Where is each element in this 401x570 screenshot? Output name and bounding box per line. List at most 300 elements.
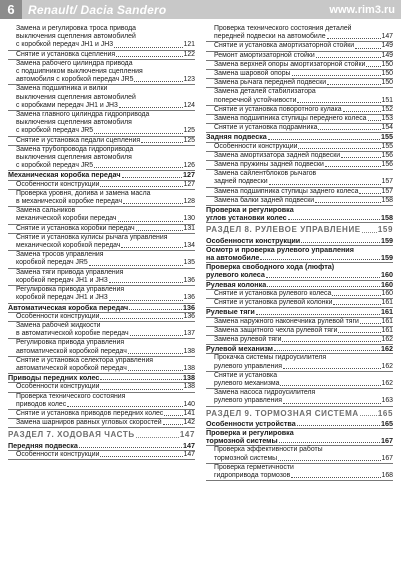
toc-entry-line [8,234,195,242]
toc-entry-text: Замена амортизатора задней подвески [214,151,341,159]
toc-section-heading [206,410,393,418]
toc-entry-text: с подшипником выключения сцепления [16,68,143,76]
toc-entry[interactable] [8,215,195,224]
toc-entry[interactable] [8,181,195,190]
toc-entry-text: Особенности конструкции [214,142,298,150]
page-ref: 162 [381,335,393,343]
toc-entry-text: Снятие и установка кулисы рычага управления [16,233,168,241]
page-ref: 156 [381,151,393,159]
page-ref: 167 [381,454,393,462]
page-ref: 140 [183,400,195,408]
page-ref: 162 [381,379,393,387]
page-ref: 141 [183,409,195,417]
page-ref: 158 [381,196,393,204]
dot-leader [316,57,381,58]
toc-chapter-entry[interactable] [8,442,195,451]
page-ref: 159 [381,253,393,263]
toc-entry-text: коробкой передач JH1 и JH3 [16,294,108,302]
toc-entry-text: Снятие и установка педали сцепления [16,136,141,144]
toc-entry-text: Передняя подвеска [8,440,78,450]
toc-entry[interactable] [8,383,195,392]
toc-entry-text: автомобиля с коробкой передач JR5 [16,76,134,84]
dot-leader [100,379,182,380]
dot-leader [163,424,183,425]
dot-leader [274,350,380,351]
toc-entry-text: Особенности конструкции [16,450,100,458]
page-ref: 155 [381,132,393,142]
toc-entry-text: в автоматической коробке передач [16,330,129,338]
toc-entry-text: выключения сцепления автомобилей [16,93,136,101]
toc-entry-text: Проверка и регулировка [206,205,294,215]
toc-entry-text: Замена подшипника ступицы заднего колеса [214,187,359,195]
toc-entry-line [8,322,195,330]
dot-leader [123,203,182,204]
toc-entry-text: Снятие и установка [214,371,278,379]
toc-entry-text: Замена подшипника и вилки [16,85,108,93]
toc-entry-text: Снятие и установка коробки передач [16,224,135,232]
toc-entry[interactable] [206,327,393,336]
toc-entry-text: Замена тяги привода управления [16,268,124,276]
toc-entry[interactable] [206,318,393,327]
toc-entry-text: Осмотр и проверка рулевого управления [206,244,354,254]
page-ref: 165 [381,418,393,428]
toc-entry-text: выключения сцепления автомобиля [16,119,132,127]
toc-entry-text: Снятие и установка подрамника [214,124,318,132]
toc-entry[interactable] [206,363,393,372]
page-ref: 136 [183,312,195,320]
toc-entry[interactable] [206,290,393,299]
toc-entry[interactable] [8,348,195,357]
toc-entry-text: автоматической коробкой передач [16,364,127,372]
dot-leader [338,332,380,333]
toc-entry[interactable] [8,198,195,207]
dot-leader [298,148,380,149]
toc-entry-line [8,85,195,93]
toc-chapter-entry[interactable] [206,281,393,290]
page-ref: 160 [381,279,393,289]
toc-entry-text: Прокачка системы гидроусилителя [214,354,327,362]
toc-entry-text: выключения сцепления автомобилей [16,33,136,41]
dot-leader [333,304,380,305]
dot-leader [297,425,380,426]
page-ref: 147 [381,33,393,41]
section-title: РАЗДЕЛ 7. ХОДОВАЯ ЧАСТЬ [8,430,135,440]
dot-leader [100,186,182,187]
dot-leader [318,129,380,130]
dot-leader [297,102,380,103]
toc-entry[interactable] [8,102,195,111]
dot-leader [116,56,182,57]
toc-entry-text: Ремонт амортизаторной стойки [214,51,315,59]
toc-entry[interactable] [8,41,195,50]
toc-entry-line [206,25,393,33]
page-ref: 158 [381,213,393,223]
dot-leader [79,447,182,448]
toc-entry-text: передней подвески на автомобиле [214,33,326,41]
toc-entry[interactable] [206,161,393,170]
toc-entry-text: Замена сайлентблоков рычагов [214,170,317,178]
dot-leader [315,202,380,203]
toc-chapter-entry[interactable] [8,304,195,313]
dot-leader [288,219,380,220]
toc-entry-text: Замена деталей стабилизатора [214,88,316,96]
dot-leader [100,389,182,390]
toc-entry-text: автоматической коробкой передач [16,347,127,355]
toc-entry-text: Снятие и установка амортизаторной стойки [214,42,355,50]
page-ref: 131 [183,224,195,232]
page-ref: 138 [183,373,195,383]
toc-entry[interactable] [206,106,393,115]
dot-leader [128,370,183,371]
toc-chapter-entry[interactable] [206,437,393,446]
dot-leader [278,460,380,461]
dot-leader [100,318,182,319]
page-ref: 136 [183,276,195,284]
toc-entry-text: Замена сальников [16,207,76,215]
dot-leader [366,66,380,67]
toc-entry-text: Особенности устройства [206,418,296,428]
toc-entry-line [206,389,393,397]
page-ref: 161 [381,326,393,334]
toc-entry-text: Замена подшипника ступицы переднего колеса [214,115,367,123]
page-ref: 150 [381,60,393,68]
dot-leader [136,437,179,438]
toc-entry-text: Снятие и установка приводов передних колес [16,409,164,417]
toc-entry[interactable] [8,242,195,251]
toc-entry-text: Снятие и установка сцепления [16,50,116,58]
toc-entry-line [8,339,195,347]
dot-leader [164,415,182,416]
page-ref: 136 [183,294,195,302]
page-ref: 154 [381,124,393,132]
toc-entry-text: Снятие и установка селектора управления [16,356,154,364]
toc-entry-text: Проверка эффективности работы [214,446,323,454]
header-brand: Renault/ Dacia Sandero [28,2,167,17]
toc-entry-text: выключения сцепления автомобиля [16,154,132,162]
page-ref: 160 [381,289,393,297]
toc-entry-text: Проверка герметичности [214,463,294,471]
toc-entry-text: в механической коробке передач [16,198,123,206]
toc-entry[interactable] [8,137,195,146]
dot-leader [256,314,380,315]
page-ref: 161 [381,307,393,317]
toc-entry-text: Замена тросов управления [16,251,104,259]
page-ref: 165 [377,408,393,418]
toc-column-left [8,25,195,460]
page-ref: 159 [377,225,393,235]
toc-entry[interactable] [206,61,393,70]
dot-leader [325,166,381,167]
toc-entry[interactable] [8,76,195,85]
toc-entry-text: Автоматическая коробка передач [8,302,129,312]
toc-entry-text: Механическая коробка передач [8,170,121,180]
dot-leader [109,300,183,301]
toc-entry-text: механической коробки передач [16,215,117,223]
dot-leader [260,259,380,260]
toc-entry-text: Задняя подвеска [206,132,267,142]
toc-entry-text: с коробками передач JH1 и JH3 [16,101,118,109]
toc-entry-text: Проверка уровня, долива и замена масла [16,189,151,197]
page-ref: 147 [183,440,195,450]
toc-entry[interactable] [206,178,393,187]
toc-entry-text: с коробкой передач JH1 и JH3 [16,41,114,49]
toc-entry[interactable] [206,472,393,481]
toc-entry[interactable] [8,410,195,419]
dot-leader [94,167,182,168]
page-ref: 161 [381,317,393,325]
toc-entry-line [8,269,195,277]
page-ref: 162 [381,344,393,354]
toc-chapter-entry[interactable] [206,308,393,317]
toc-entry[interactable] [8,451,195,460]
toc-entry-text: Замена шаровой опоры [214,70,291,78]
page-header [0,0,401,19]
toc-entry-text: Проверка свободного хода (люфта) [206,262,335,272]
toc-entry-text: механической коробкой передач [16,242,121,250]
page-ref: 124 [183,101,195,109]
dot-leader [292,75,381,76]
toc-entry-text: поперечной устойчивости [214,96,297,104]
toc-entry-text: Замена наружного наконечника рулевой тяги [214,317,359,325]
dot-leader [360,415,377,416]
toc-entry-text: Проверка технического состояния [16,392,126,400]
toc-entry-text: Замена рабочего цилиндра привода [16,59,133,67]
toc-entry[interactable] [8,401,195,410]
toc-entry-text: на автомобиле [206,253,260,263]
dot-leader [269,184,381,185]
toc-entry-line [206,446,393,454]
dot-leader [360,323,381,324]
page-ref: 163 [381,397,393,405]
toc-entry-text: углов установки колес [206,213,287,223]
dot-leader [128,353,183,354]
dot-leader [327,38,381,39]
toc-entry-line [8,60,195,68]
toc-chapter-entry[interactable] [8,374,195,383]
dot-leader [118,221,183,222]
dot-leader [121,247,182,248]
page-ref: 125 [183,127,195,135]
toc-entry[interactable] [8,127,195,136]
toc-entry-text: Регулировка привода управления [16,339,125,347]
dot-leader [100,456,182,457]
toc-entry-line [206,88,393,96]
page-ref: 130 [183,215,195,223]
toc-entry-line [8,146,195,154]
page-ref: 149 [381,51,393,59]
dot-leader [141,142,182,143]
toc-entry-text: рулевого колеса [206,270,265,280]
toc-entry-text: тормозной системы [206,436,278,446]
page-ref: 127 [183,170,195,180]
dot-leader [136,230,183,231]
toc-entry-text: Особенности конструкции [206,235,301,245]
page-ref: 152 [381,105,393,113]
toc-entry[interactable] [206,97,393,106]
toc-entry-text: Замена верхней опоры амортизаторной стойки [214,60,366,68]
toc-entry[interactable] [206,455,393,464]
page-ref: 147 [179,430,195,440]
dot-leader [67,406,182,407]
dot-leader [283,368,380,369]
toc-entry-text: гидропривода тормозов [214,471,291,479]
toc-section-heading [8,431,195,439]
toc-entry-text: Регулировка привода управления [16,286,125,294]
toc-entry-text: Замена рулевой тяги [214,335,282,343]
toc-entry-text: Проверка и регулировка [206,427,294,437]
page-ref: 137 [183,330,195,338]
toc-entry[interactable] [206,188,393,197]
toc-entry[interactable] [206,152,393,161]
dot-leader [280,385,380,386]
dot-leader [89,265,183,266]
dot-leader [130,335,183,336]
toc-entry[interactable] [206,70,393,79]
dot-leader [114,47,182,48]
page-ref: 127 [183,180,195,188]
dot-leader [94,133,182,134]
page-ref: 150 [381,79,393,87]
toc-chapter-entry[interactable] [206,214,393,223]
page-ref: 157 [381,187,393,195]
page-ref: 142 [183,419,195,427]
toc-entry-text: Особенности конструкции [16,180,100,188]
toc-entry-text: приводов колес [16,400,67,408]
dot-leader [267,286,380,287]
page-ref: 123 [183,76,195,84]
dot-leader [119,107,183,108]
toc-section-heading [206,226,393,234]
page-ref: 147 [183,450,195,458]
page-ref: 121 [183,41,195,49]
toc-entry[interactable] [206,42,393,51]
toc-entry-text: Особенности конструкции [16,312,100,320]
toc-entry-text: Снятие и установка рулевого колеса [214,289,332,297]
page-ref: 122 [183,50,195,58]
page-ref: 125 [183,136,195,144]
page-ref: 134 [183,242,195,250]
toc-entry-text: Снятие и установка поворотного кулака [214,105,342,113]
page-ref: 162 [381,362,393,370]
toc-entry[interactable] [206,380,393,389]
section-title: РАЗДЕЛ 8. РУЛЕВОЕ УПРАВЛЕНИЕ [206,225,361,235]
toc-entry-line [8,393,195,401]
toc-entry-text: Рулевые тяги [206,307,255,317]
toc-entry[interactable] [8,419,195,428]
page-ref: 149 [381,42,393,50]
dot-leader [343,111,381,112]
toc-entry[interactable] [206,397,393,406]
section-title: РАЗДЕЛ 9. ТОРМОЗНАЯ СИСТЕМА [206,408,359,418]
dot-leader [109,282,183,283]
toc-chapter-entry[interactable] [206,345,393,354]
toc-entry-line [8,190,195,198]
toc-entry-text: Замена защитного чехла рулевой тяги [214,326,338,334]
dot-leader [341,157,380,158]
dot-leader [301,242,380,243]
dot-leader [282,341,380,342]
page-ref: 138 [183,364,195,372]
toc-entry[interactable] [8,330,195,339]
page-ref: 161 [381,299,393,307]
toc-entry[interactable] [8,225,195,234]
toc-entry-line [206,372,393,380]
toc-chapter-entry[interactable] [8,171,195,180]
toc-entry-line [8,111,195,119]
toc-entry-line [8,25,195,33]
dot-leader [332,295,380,296]
toc-entry-text: Замена главного цилиндра гидропривода [16,111,150,119]
header-site: www.rim3.ru [329,3,395,16]
toc-entry-text: Проверка технического состояния деталей [214,25,352,32]
toc-entry[interactable] [206,115,393,124]
toc-entry-line [206,464,393,472]
dot-leader [134,81,182,82]
toc-column-right [206,25,393,481]
toc-entry[interactable] [8,51,195,60]
toc-entry-text: рулевого управления [214,362,283,370]
toc-entry-text: Замена балки задней подвески [214,196,315,204]
page-ref: 156 [381,161,393,169]
toc-entry-text: с коробкой передач JR5 [16,127,94,135]
toc-entry-text: Рулевой механизм [206,344,273,354]
toc-entry-text: Замена рычага передней подвески [214,79,327,87]
dot-leader [122,177,183,178]
toc-entry-text: Замена пружины задней подвески [214,161,324,169]
dot-leader [291,477,380,478]
toc-entry-text: задней подвески [214,178,268,186]
page-ref: 150 [381,70,393,78]
toc-entry-text: Снятие и установка рулевой колонки [214,299,333,307]
toc-entry-text: с коробкой передач JR5 [16,162,94,170]
page-ref: 168 [381,471,393,479]
page-ref: 151 [381,96,393,104]
page-ref: 128 [183,198,195,206]
page-ref: 157 [381,178,393,186]
toc-entry-text: Замена и регулировка троса привода [16,25,137,32]
toc-entry[interactable] [206,52,393,61]
toc-entry[interactable] [206,143,393,152]
toc-entry-text: коробкой передач JR5 [16,259,88,267]
toc-entry-text: Приводы передних колес [8,373,100,383]
toc-entry[interactable] [8,313,195,322]
page-ref: 159 [381,235,393,245]
toc-entry-line [8,94,195,102]
toc-entry-text: Замена рабочей жидкости [16,321,101,329]
toc-entry[interactable] [8,277,195,286]
dot-leader [355,48,380,49]
dot-leader [279,442,380,443]
toc-chapter-entry[interactable] [206,133,393,142]
page-ref: 167 [381,436,393,446]
dot-leader [129,309,182,310]
toc-entry-line [206,354,393,362]
dot-leader [266,277,380,278]
toc-entry-text: Особенности конструкции [16,383,100,391]
toc-entry[interactable] [8,259,195,268]
toc-entry-text: рулевого управления [214,397,283,405]
page-ref: 153 [381,115,393,123]
toc-entry-line [8,68,195,76]
dot-leader [268,139,380,140]
dot-leader [368,120,381,121]
page-ref: 136 [183,302,195,312]
dot-leader [362,232,377,233]
toc-entry-text: рулевого механизма [214,379,280,387]
toc-entry-line [8,357,195,365]
dot-leader [359,193,380,194]
page-ref: 138 [183,383,195,391]
